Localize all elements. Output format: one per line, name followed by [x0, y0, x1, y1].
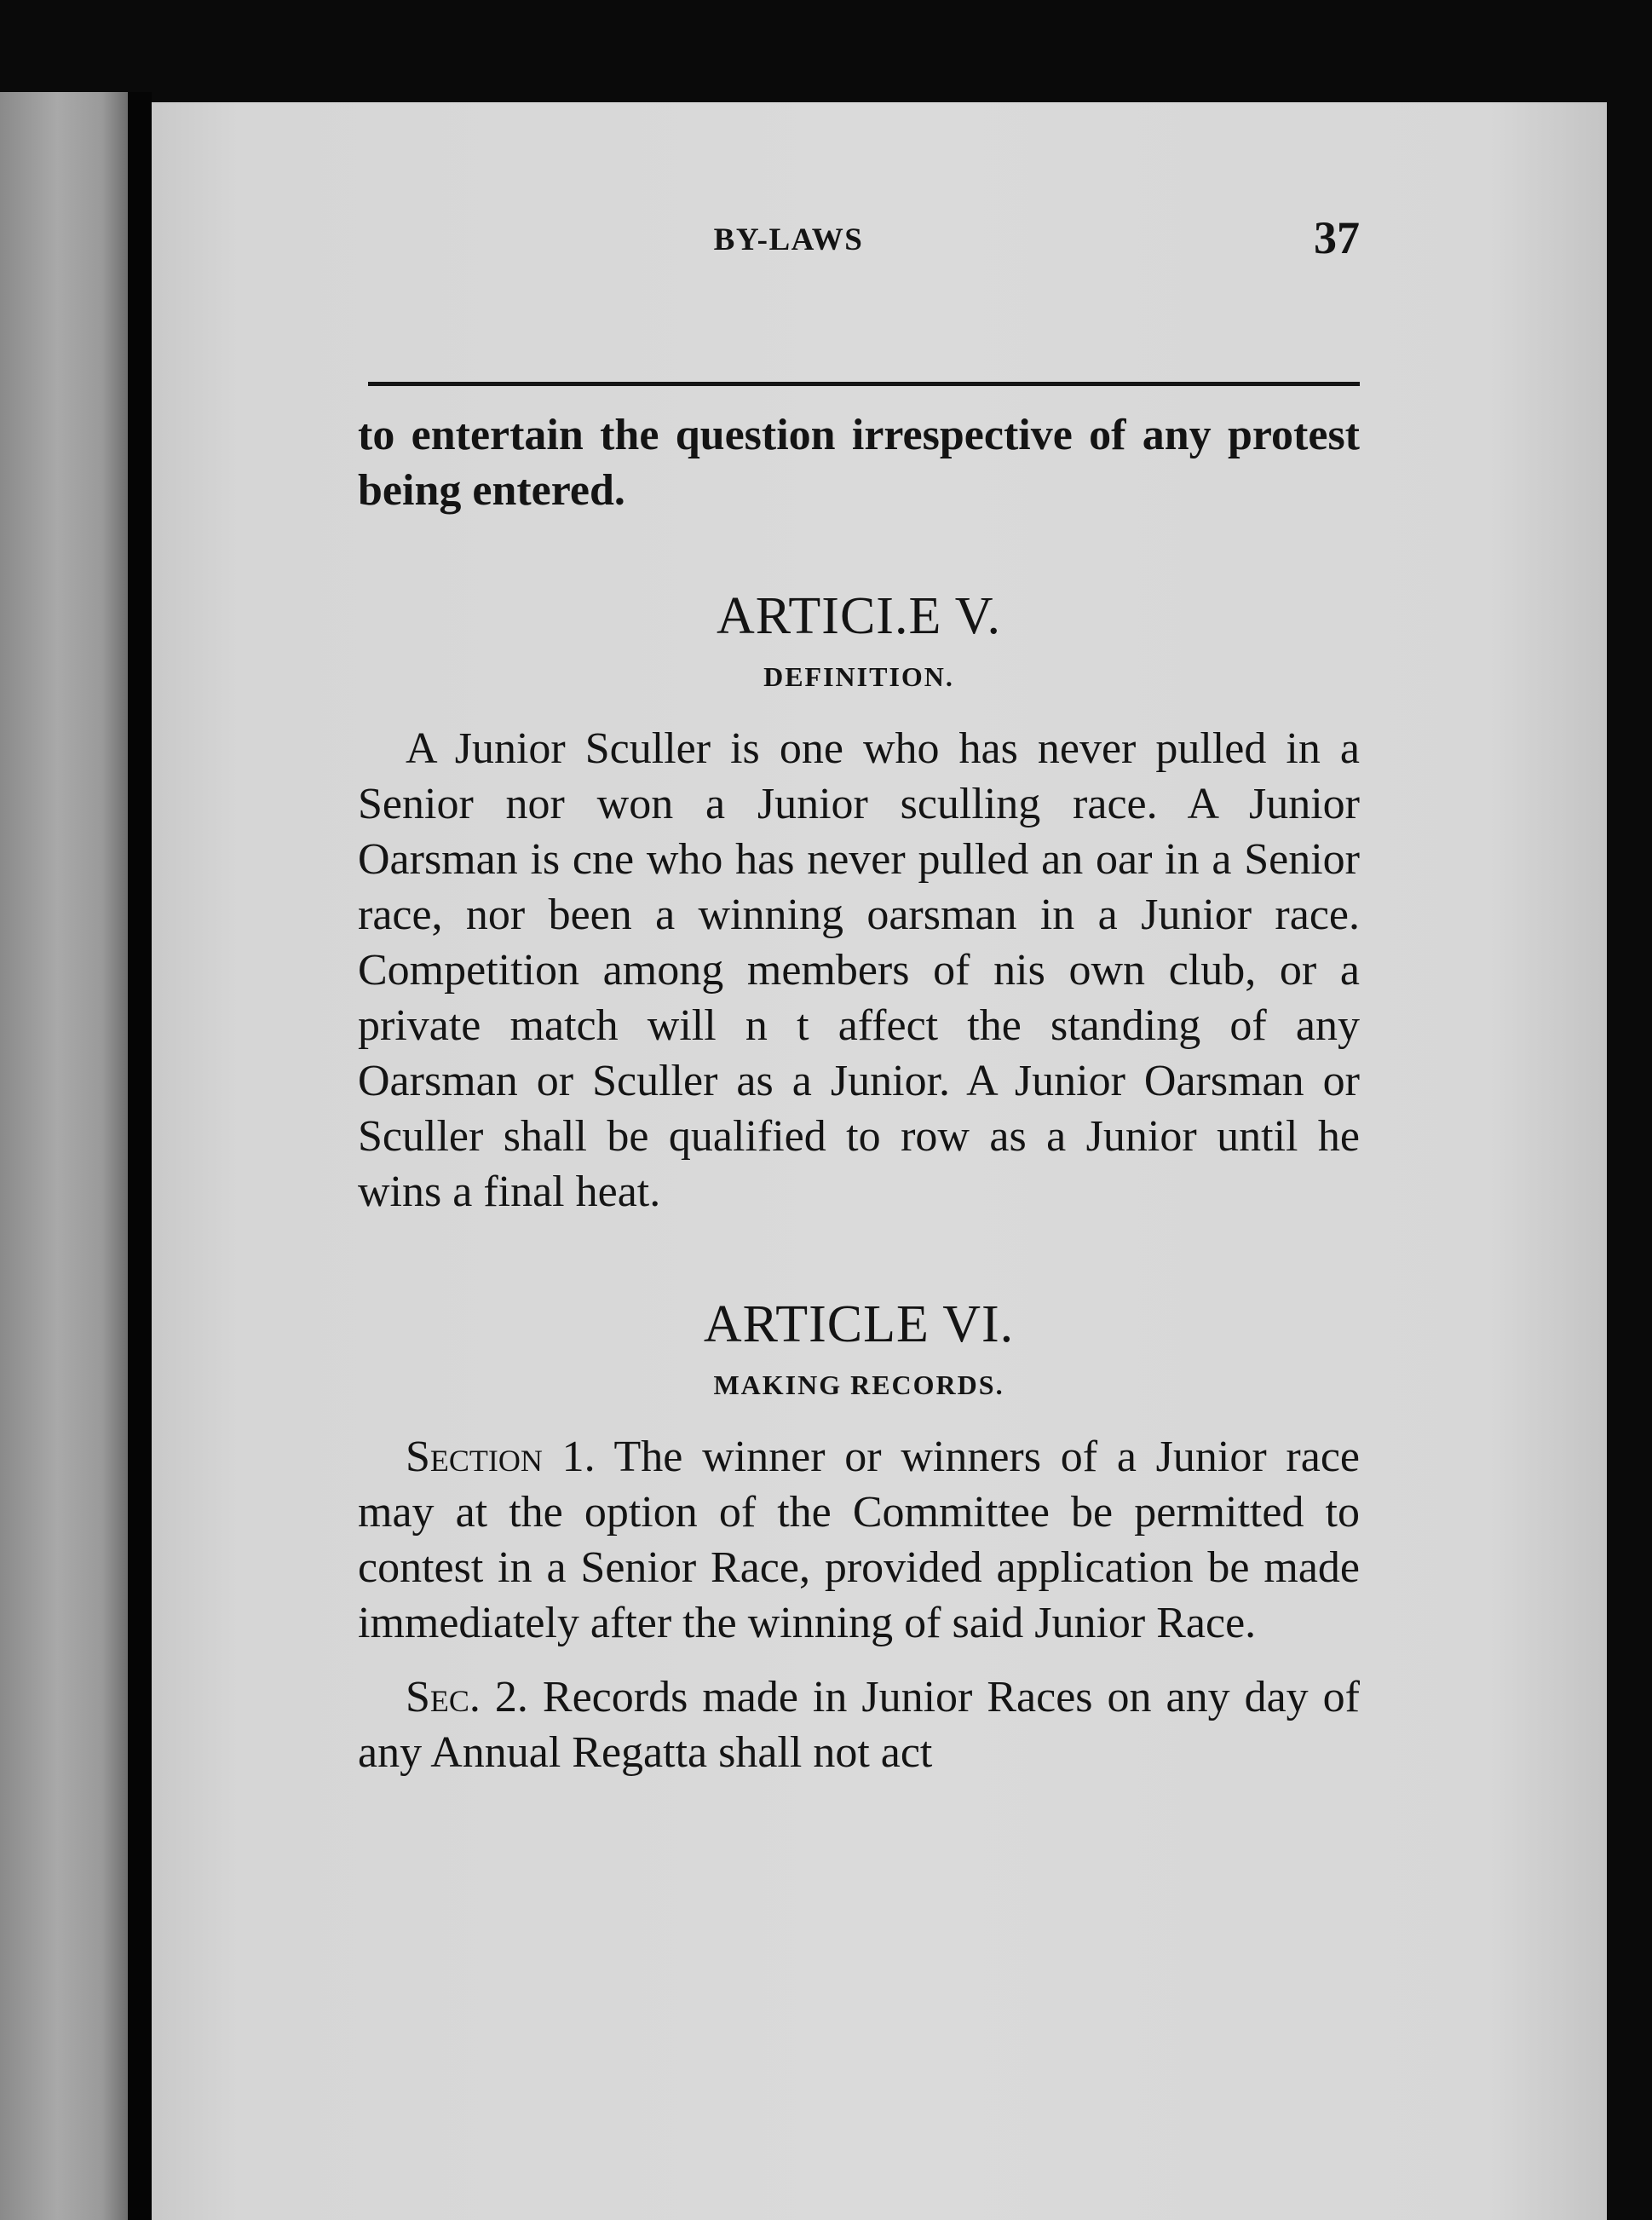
section-label: Sec. 2. — [406, 1673, 528, 1721]
section-text: Records made in Junior Races on any day of any Annual Regatta shall not act — [358, 1673, 1360, 1777]
header-rule — [368, 382, 1360, 386]
page-body — [358, 407, 1360, 1780]
page-number: 37 — [1314, 212, 1360, 263]
continued-paragraph: to entertain the question irrespective of any protest being entered. — [358, 411, 1360, 515]
page-header — [217, 211, 1360, 271]
article-v-paragraph: A Junior Sculler is one who has never pulled in a Senior nor won a Junior sculling race. A Junior Oarsman is cne who has never pulled an oar in a Senior race, nor been a winning oarsman in a Junior race. Competition among members of nis own club, or a private match will n t affect the standing of any Oarsman or Sculler as a Junior. A Junior Oarsman or Sculler shall be qualified to row as a Junior until he wins a final heat. — [358, 724, 1360, 1216]
section-label: Section 1. — [406, 1433, 596, 1481]
book-gutter — [128, 92, 152, 2220]
section-text: The winner or winners of a Junior race may at the option of the Committee be permitted to contest in a Senior Race, provided application be made immediately after the winning of said Junior Race. — [358, 1433, 1360, 1647]
section-paragraph — [358, 1429, 1360, 1651]
article-v-title: ARTICI.E V. — [717, 587, 1001, 645]
section-paragraph — [358, 1669, 1360, 1780]
article-vi-title: ARTICLE VI. — [703, 1295, 1015, 1353]
article-vi-subtitle: MAKING RECORDS. — [713, 1369, 1004, 1400]
article-v-subtitle: DEFINITION. — [763, 661, 954, 692]
running-head: BY-LAWS — [713, 222, 864, 257]
scan-border — [1607, 119, 1652, 2220]
facing-page-edge — [0, 92, 128, 2220]
